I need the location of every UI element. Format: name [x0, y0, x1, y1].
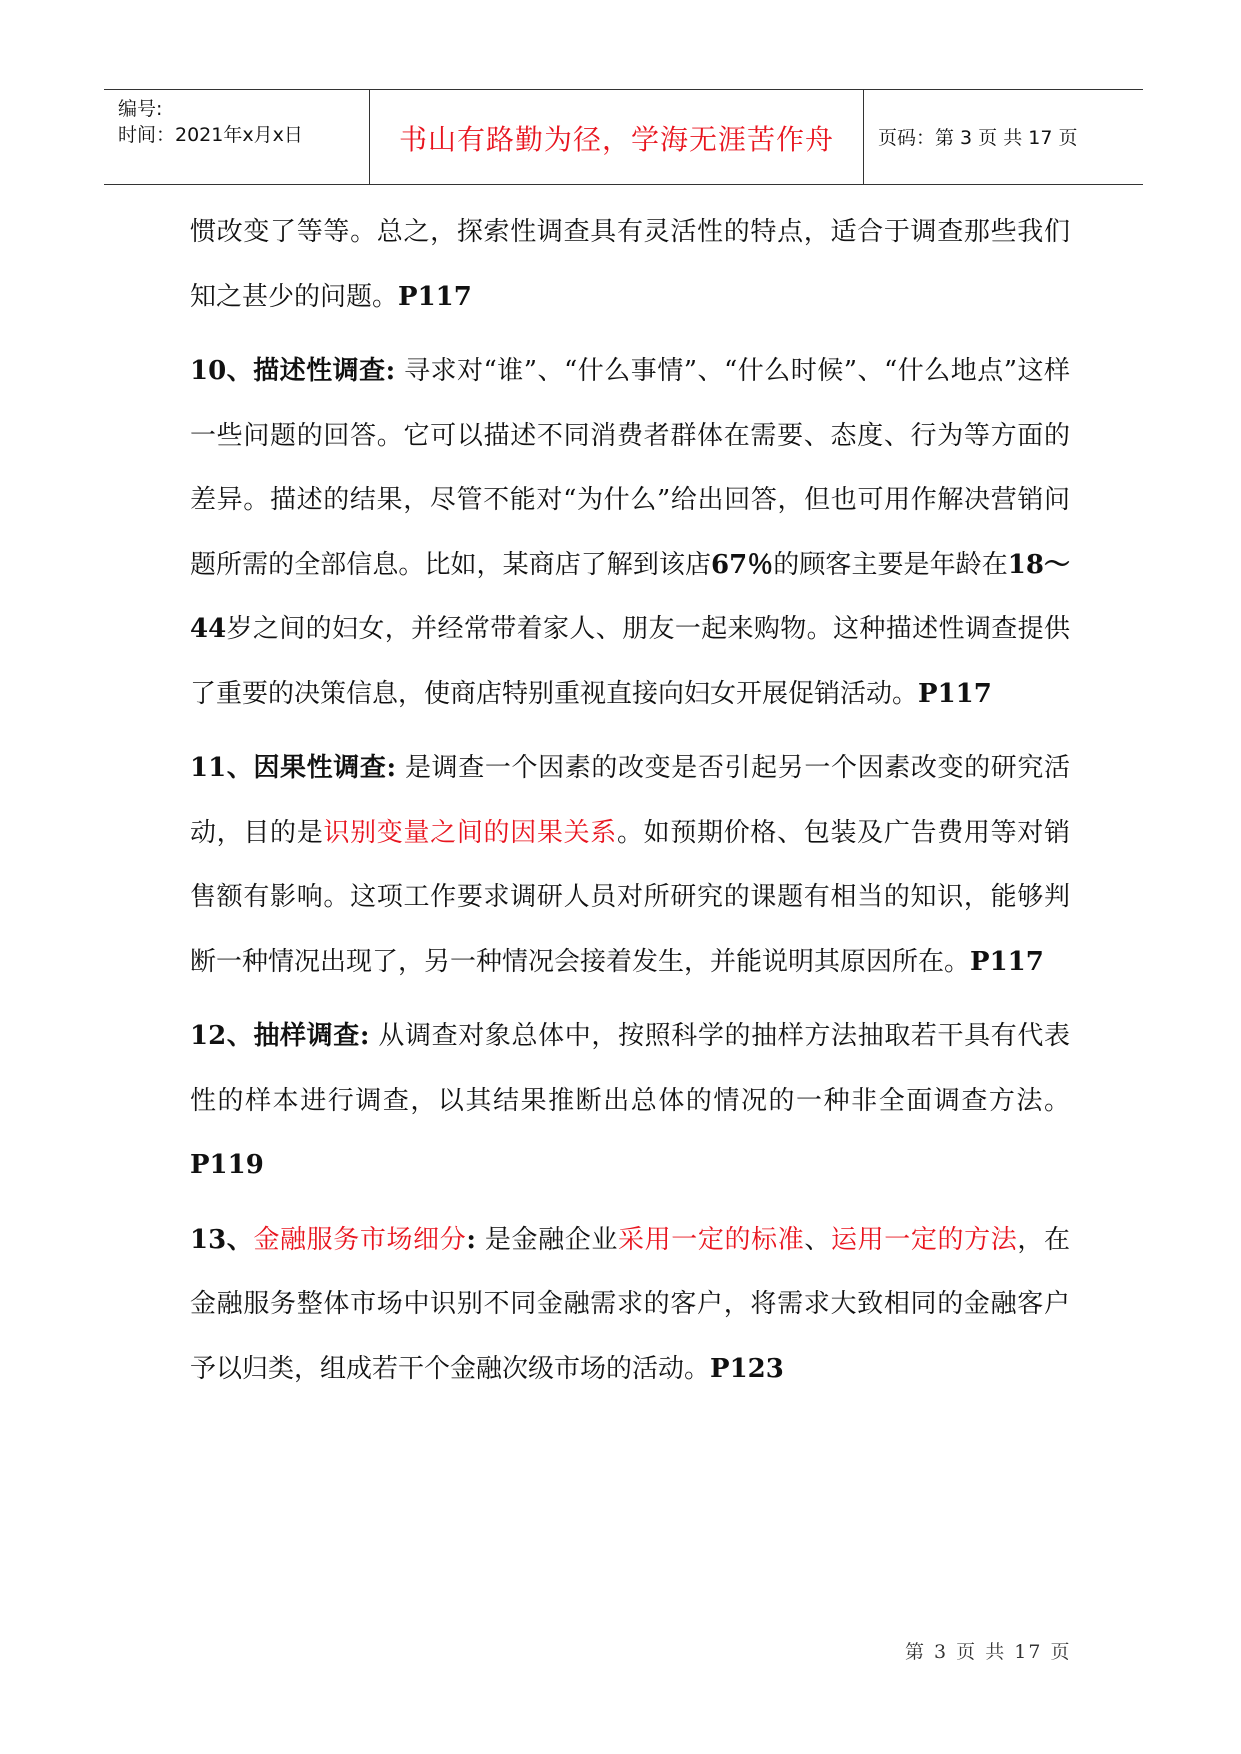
paragraph-10 [190, 339, 1070, 726]
age-range: 18～44 [190, 549, 1070, 644]
paragraph-text: 。如预期价格、包装及广告费用等对销售额有影响。这项工作要求调研人员对所研究的课题有相当的知识，能够判断一种情况出现了，另一种情况会接着发生，并能说明其原因所在。 [190, 817, 1070, 977]
page-reference: P117 [918, 678, 992, 709]
paragraph-text: 惯改变了等等。总之，探索性调查具有灵活性的特点，适合于调查那些我们知之甚少的问题。 [190, 217, 1070, 312]
term-heading: 描述性调查: [253, 356, 396, 386]
header-page-number: 页码：第 3 页 共 17 页 [878, 127, 1078, 149]
document-number-label: 编号: [118, 98, 163, 120]
paragraph-text: 是调查一个因素的改变是否引起另一个因素改变的研究活动，目的是 [190, 753, 1070, 848]
paragraph-text: 寻求对“谁”、“什么事情”、“什么时候”、“什么地点”这样一些问题的回答。它可以描述不同消费者群体在需要、态度、行为等方面的差异。描述的结果，尽管不能对“为什么”给出回答，但也可用作解决营销问题所需的全部信息。比如，某商店了解到该店 [190, 356, 1070, 580]
document-body [190, 200, 1070, 1401]
paragraph-11 [190, 736, 1070, 994]
item-number: 12、 [190, 1021, 254, 1051]
item-number: 13、 [190, 1224, 254, 1255]
term-heading: 抽样调查: [253, 1021, 370, 1051]
document-time-label: 时间：2021年x月x日 [118, 124, 303, 146]
page-reference: P117 [970, 946, 1044, 977]
page-reference: P117 [398, 281, 472, 312]
paragraph-text: 的顾客主要是年龄在 [773, 549, 1008, 580]
item-number: 10、 [190, 356, 254, 386]
footer-page-number: 第 3 页 共 17 页 [905, 1641, 1072, 1663]
paragraph-text: 岁之间的妇女，并经常带着家人、朋友一起来购物。这种描述性调查提供了重要的决策信息，使商店特别重视直接向妇女开展促销活动。 [190, 614, 1070, 709]
term-colon: : [466, 1224, 477, 1255]
header-motto-cell [370, 90, 864, 184]
page-reference: P119 [190, 1150, 264, 1180]
paragraph-12 [190, 1004, 1070, 1198]
paragraph-13 [190, 1208, 1070, 1402]
paragraph-text: 从调查对象总体中，按照科学的抽样方法抽取若干具有代表性的样本进行调查，以其结果推断出总体的情况的一种非全面调查方法。 [190, 1021, 1070, 1116]
separator: 、 [804, 1224, 831, 1255]
header-info-cell [104, 90, 370, 184]
highlighted-text: 识别变量之间的因果关系 [323, 817, 617, 848]
header-motto: 书山有路勤为径，学海无涯苦作舟 [398, 123, 834, 156]
highlighted-term: 金融服务市场细分 [253, 1224, 467, 1255]
paragraph-text: ，在金融服务整体市场中识别不同金融需求的客户，将需求大致相同的金融客户予以归类，组成若干个金融次级市场的活动。 [190, 1224, 1070, 1384]
item-number: 11、 [190, 753, 254, 783]
page-reference: P123 [710, 1353, 784, 1384]
paragraph-9-continuation [190, 200, 1070, 329]
paragraph-text: 是金融企业 [476, 1224, 619, 1255]
header-page-cell [864, 90, 1143, 184]
page-header [104, 89, 1143, 185]
highlighted-text: 运用一定的方法 [831, 1224, 1018, 1255]
term-heading: 因果性调查: [253, 753, 397, 783]
percentage-value: 67％ [711, 549, 774, 580]
highlighted-text: 采用一定的标准 [618, 1224, 805, 1255]
